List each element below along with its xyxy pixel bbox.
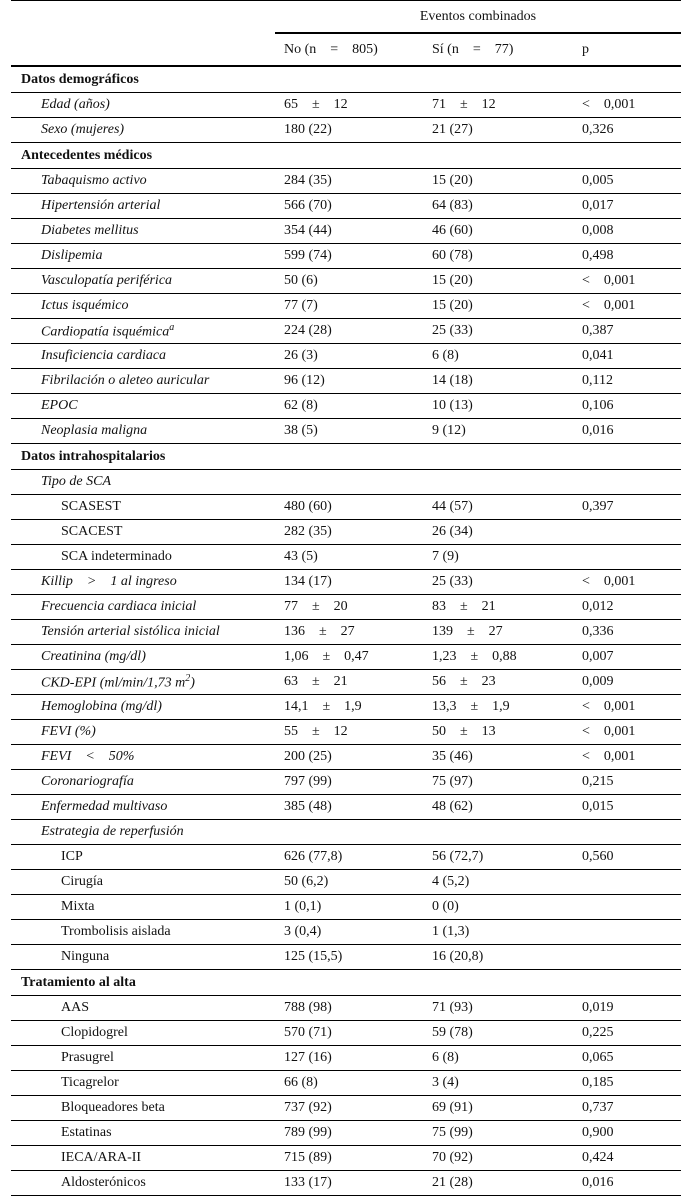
section-blank-cell	[423, 143, 573, 169]
table-row	[11, 795, 681, 820]
row-label	[11, 745, 275, 770]
section-blank-cell	[423, 970, 573, 996]
section-title: Datos intrahospitalarios	[11, 444, 275, 470]
value-si: 75 (97)	[423, 770, 573, 795]
value-si: 6 (8)	[423, 344, 573, 369]
value-si: 69 (91)	[423, 1096, 573, 1121]
row-label-text: Hemoglobina (mg/dl)	[41, 699, 162, 714]
value-no: 50 (6,2)	[275, 870, 423, 895]
section-blank-cell	[573, 444, 681, 470]
value-no: 125 (15,5)	[275, 945, 423, 970]
value-p	[573, 920, 681, 945]
value-p: 0,112	[573, 369, 681, 394]
row-label-text: Insuficiencia cardiaca	[41, 348, 167, 363]
value-si: 56 ± 23	[423, 670, 573, 695]
header-col-no: No (n = 805)	[275, 33, 423, 66]
row-label-text: Neoplasia maligna	[41, 423, 148, 438]
row-label	[11, 770, 275, 795]
header-columns-row	[11, 33, 681, 66]
value-si	[423, 470, 573, 495]
value-p: 0,326	[573, 118, 681, 143]
row-label-text: Cardiopatía isquémica	[41, 324, 170, 340]
value-no: 38 (5)	[275, 419, 423, 444]
row-label-superscript: a	[169, 321, 175, 333]
table-row	[11, 419, 681, 444]
row-label-text: Coronariografía	[41, 774, 134, 789]
section-blank-cell	[275, 444, 423, 470]
section-header-row	[11, 444, 681, 470]
table-row	[11, 670, 681, 695]
header-blank-cell	[11, 1, 275, 34]
value-no: 136 ± 27	[275, 620, 423, 645]
table-row	[11, 945, 681, 970]
row-label	[11, 1121, 275, 1146]
row-label-text: Ictus isquémico	[41, 298, 129, 313]
value-si: 35 (46)	[423, 745, 573, 770]
section-header-row	[11, 970, 681, 996]
value-si: 25 (33)	[423, 319, 573, 344]
row-label-text: Trombolisis aislada	[61, 924, 171, 939]
table-row	[11, 169, 681, 194]
row-label	[11, 1096, 275, 1121]
table-row	[11, 344, 681, 369]
value-p: 0,019	[573, 996, 681, 1021]
value-si: 59 (78)	[423, 1021, 573, 1046]
row-label	[11, 470, 275, 495]
value-p: 0,900	[573, 1121, 681, 1146]
row-label	[11, 344, 275, 369]
value-si: 50 ± 13	[423, 720, 573, 745]
value-si: 15 (20)	[423, 169, 573, 194]
table-row	[11, 520, 681, 545]
value-si: 26 (34)	[423, 520, 573, 545]
table-row	[11, 545, 681, 570]
value-si: 21 (27)	[423, 118, 573, 143]
value-p: 0,560	[573, 845, 681, 870]
value-si: 1,23 ± 0,88	[423, 645, 573, 670]
row-label-text: Vasculopatía periférica	[41, 273, 173, 288]
table-row	[11, 570, 681, 595]
value-p: < 0,001	[573, 294, 681, 319]
value-no: 737 (92)	[275, 1096, 423, 1121]
value-p: 0,336	[573, 620, 681, 645]
value-no: 480 (60)	[275, 495, 423, 520]
row-label-text: AAS	[61, 1000, 90, 1015]
value-p: 0,215	[573, 770, 681, 795]
value-no: 55 ± 12	[275, 720, 423, 745]
value-no: 354 (44)	[275, 219, 423, 244]
row-label-text: EPOC	[41, 398, 78, 413]
table-row	[11, 620, 681, 645]
table-row	[11, 1146, 681, 1171]
value-no: 224 (28)	[275, 319, 423, 344]
row-label-text: IECA/ARA-II	[61, 1150, 142, 1165]
value-p: 0,015	[573, 795, 681, 820]
value-si: 10 (13)	[423, 394, 573, 419]
value-si: 71 ± 12	[423, 93, 573, 118]
row-label	[11, 1046, 275, 1071]
row-label-text: Mixta	[61, 899, 95, 914]
value-p: 0,106	[573, 394, 681, 419]
value-no: 1 (0,1)	[275, 895, 423, 920]
table-row	[11, 996, 681, 1021]
value-si: 9 (12)	[423, 419, 573, 444]
table-row	[11, 920, 681, 945]
value-p	[573, 470, 681, 495]
table-row	[11, 595, 681, 620]
value-p: 0,185	[573, 1071, 681, 1096]
row-label	[11, 920, 275, 945]
value-no: 134 (17)	[275, 570, 423, 595]
value-p: 0,017	[573, 194, 681, 219]
table-row	[11, 870, 681, 895]
row-label	[11, 1146, 275, 1171]
header-col-si: Sí (n = 77)	[423, 33, 573, 66]
row-label	[11, 1071, 275, 1096]
row-label	[11, 93, 275, 118]
value-p: < 0,001	[573, 269, 681, 294]
value-no: 26 (3)	[275, 344, 423, 369]
table-row	[11, 695, 681, 720]
header-group-row	[11, 1, 681, 34]
header-group-label: Eventos combinados	[275, 1, 681, 34]
row-label-text: Tabaquismo activo	[41, 173, 147, 188]
row-label-text: Diabetes mellitus	[41, 223, 139, 238]
value-si: 6 (8)	[423, 1046, 573, 1071]
value-p: < 0,001	[573, 695, 681, 720]
value-no: 14,1 ± 1,9	[275, 695, 423, 720]
table-row	[11, 495, 681, 520]
section-blank-cell	[423, 444, 573, 470]
row-label	[11, 394, 275, 419]
row-label-text: Creatinina (mg/dl)	[41, 649, 146, 664]
table-row	[11, 470, 681, 495]
section-blank-cell	[275, 66, 423, 93]
row-label	[11, 169, 275, 194]
value-p	[573, 945, 681, 970]
value-no: 127 (16)	[275, 1046, 423, 1071]
results-table-container	[11, 0, 681, 1196]
value-p: 0,009	[573, 670, 681, 695]
value-no: 282 (35)	[275, 520, 423, 545]
value-p: 0,041	[573, 344, 681, 369]
value-si: 64 (83)	[423, 194, 573, 219]
row-label	[11, 820, 275, 845]
value-p: < 0,001	[573, 93, 681, 118]
table-row	[11, 820, 681, 845]
row-label-text: Tensión arterial sistólica inicial	[41, 624, 220, 639]
value-si: 21 (28)	[423, 1171, 573, 1196]
table-row	[11, 1121, 681, 1146]
value-p: 0,737	[573, 1096, 681, 1121]
section-blank-cell	[423, 66, 573, 93]
table-row	[11, 645, 681, 670]
value-p: 0,016	[573, 1171, 681, 1196]
value-no: 797 (99)	[275, 770, 423, 795]
value-no: 599 (74)	[275, 244, 423, 269]
value-no: 1,06 ± 0,47	[275, 645, 423, 670]
row-label-text: Aldosterónicos	[61, 1175, 146, 1190]
value-no: 180 (22)	[275, 118, 423, 143]
value-si: 1 (1,3)	[423, 920, 573, 945]
value-si: 71 (93)	[423, 996, 573, 1021]
row-label-text: Estatinas	[61, 1125, 112, 1140]
value-p	[573, 870, 681, 895]
value-no: 385 (48)	[275, 795, 423, 820]
value-si: 44 (57)	[423, 495, 573, 520]
header-label-cell	[11, 33, 275, 66]
row-label-text: Frecuencia cardiaca inicial	[41, 599, 197, 614]
table-row	[11, 845, 681, 870]
row-label-text: Ninguna	[61, 949, 110, 964]
value-si: 25 (33)	[423, 570, 573, 595]
value-no: 789 (99)	[275, 1121, 423, 1146]
table-row	[11, 244, 681, 269]
row-label	[11, 545, 275, 570]
row-label	[11, 294, 275, 319]
row-label-text: FEVI < 50%	[41, 749, 135, 764]
row-label	[11, 1171, 275, 1196]
table-row	[11, 1171, 681, 1196]
row-label-text: Sexo (mujeres)	[41, 122, 125, 137]
value-p: < 0,001	[573, 745, 681, 770]
section-title: Tratamiento al alta	[11, 970, 275, 996]
table-row	[11, 294, 681, 319]
row-label	[11, 720, 275, 745]
row-label	[11, 495, 275, 520]
value-p: 0,397	[573, 495, 681, 520]
value-no: 63 ± 21	[275, 670, 423, 695]
value-p: 0,065	[573, 1046, 681, 1071]
value-si: 60 (78)	[423, 244, 573, 269]
row-label-text: Bloqueadores beta	[61, 1100, 165, 1115]
row-label-text: SCA indeterminado	[61, 549, 172, 564]
table-row	[11, 1096, 681, 1121]
row-label	[11, 845, 275, 870]
value-si: 4 (5,2)	[423, 870, 573, 895]
row-label	[11, 219, 275, 244]
value-no: 3 (0,4)	[275, 920, 423, 945]
table-row	[11, 118, 681, 143]
section-title: Antecedentes médicos	[11, 143, 275, 169]
row-label-text: SCACEST	[61, 524, 123, 539]
row-label-text: Fibrilación o aleteo auricular	[41, 373, 210, 388]
row-label	[11, 118, 275, 143]
table-row	[11, 269, 681, 294]
row-label-text: Estrategia de reperfusión	[41, 824, 184, 839]
row-label	[11, 419, 275, 444]
table-row	[11, 93, 681, 118]
value-p	[573, 545, 681, 570]
section-header-row	[11, 66, 681, 93]
value-si: 15 (20)	[423, 269, 573, 294]
table-row	[11, 745, 681, 770]
row-label	[11, 945, 275, 970]
value-no: 77 ± 20	[275, 595, 423, 620]
row-label-text: SCASEST	[61, 499, 121, 514]
row-label-text: Dislipemia	[41, 248, 103, 263]
value-no: 715 (89)	[275, 1146, 423, 1171]
row-label	[11, 244, 275, 269]
value-p: 0,016	[573, 419, 681, 444]
value-p	[573, 520, 681, 545]
value-no	[275, 470, 423, 495]
row-label-text: Edad (años)	[41, 97, 110, 112]
section-header-row	[11, 143, 681, 169]
value-si	[423, 820, 573, 845]
table-body	[11, 66, 681, 1196]
header-col-p: p	[573, 33, 681, 66]
value-si: 3 (4)	[423, 1071, 573, 1096]
value-si: 16 (20,8)	[423, 945, 573, 970]
table-row	[11, 895, 681, 920]
row-label	[11, 595, 275, 620]
row-label	[11, 996, 275, 1021]
value-si: 83 ± 21	[423, 595, 573, 620]
value-p: 0,225	[573, 1021, 681, 1046]
value-no: 62 (8)	[275, 394, 423, 419]
value-p: < 0,001	[573, 570, 681, 595]
section-blank-cell	[275, 970, 423, 996]
row-label-text: Tipo de SCA	[41, 474, 112, 489]
row-label	[11, 269, 275, 294]
row-label-text: Cirugía	[61, 874, 103, 889]
value-si: 15 (20)	[423, 294, 573, 319]
section-blank-cell	[573, 143, 681, 169]
value-no: 65 ± 12	[275, 93, 423, 118]
table-row	[11, 369, 681, 394]
row-label-text: Hipertensión arterial	[41, 198, 161, 213]
value-p: 0,498	[573, 244, 681, 269]
value-p: < 0,001	[573, 720, 681, 745]
table-row	[11, 720, 681, 745]
value-si: 139 ± 27	[423, 620, 573, 645]
section-blank-cell	[573, 970, 681, 996]
table-row	[11, 770, 681, 795]
value-p: 0,387	[573, 319, 681, 344]
value-no: 133 (17)	[275, 1171, 423, 1196]
row-label	[11, 620, 275, 645]
row-label	[11, 520, 275, 545]
row-label	[11, 895, 275, 920]
value-p	[573, 820, 681, 845]
row-label	[11, 194, 275, 219]
value-p: 0,012	[573, 595, 681, 620]
value-si: 48 (62)	[423, 795, 573, 820]
value-no: 570 (71)	[275, 1021, 423, 1046]
row-label-text: Enfermedad multivaso	[41, 799, 168, 814]
value-p: 0,424	[573, 1146, 681, 1171]
value-no: 77 (7)	[275, 294, 423, 319]
row-label	[11, 319, 275, 344]
row-label	[11, 795, 275, 820]
row-label-superscript: 2	[185, 672, 191, 684]
section-blank-cell	[573, 66, 681, 93]
row-label-text: Prasugrel	[61, 1050, 114, 1065]
table-row	[11, 319, 681, 344]
row-label-suffix: )	[190, 675, 195, 691]
table-row	[11, 1071, 681, 1096]
value-si: 7 (9)	[423, 545, 573, 570]
row-label-text: ICP	[61, 849, 83, 864]
value-no: 566 (70)	[275, 194, 423, 219]
row-label	[11, 369, 275, 394]
value-no	[275, 820, 423, 845]
row-label	[11, 1021, 275, 1046]
row-label	[11, 670, 275, 695]
value-si: 13,3 ± 1,9	[423, 695, 573, 720]
row-label-text: Clopidogrel	[61, 1025, 128, 1040]
value-p: 0,005	[573, 169, 681, 194]
table-row	[11, 219, 681, 244]
combined-events-table	[11, 0, 681, 1196]
section-blank-cell	[275, 143, 423, 169]
value-no: 96 (12)	[275, 369, 423, 394]
value-p: 0,007	[573, 645, 681, 670]
value-no: 284 (35)	[275, 169, 423, 194]
value-p: 0,008	[573, 219, 681, 244]
value-no: 66 (8)	[275, 1071, 423, 1096]
table-row	[11, 1021, 681, 1046]
value-si: 0 (0)	[423, 895, 573, 920]
row-label	[11, 870, 275, 895]
value-si: 14 (18)	[423, 369, 573, 394]
value-no: 200 (25)	[275, 745, 423, 770]
value-si: 70 (92)	[423, 1146, 573, 1171]
table-row	[11, 1046, 681, 1071]
row-label	[11, 695, 275, 720]
row-label-text: CKD-EPI (ml/min/1,73 m	[41, 675, 186, 691]
value-si: 46 (60)	[423, 219, 573, 244]
value-no: 626 (77,8)	[275, 845, 423, 870]
row-label-text: Ticagrelor	[61, 1075, 119, 1090]
row-label	[11, 570, 275, 595]
value-no: 788 (98)	[275, 996, 423, 1021]
table-row	[11, 394, 681, 419]
section-title: Datos demográficos	[11, 66, 275, 93]
value-no: 50 (6)	[275, 269, 423, 294]
table-row	[11, 194, 681, 219]
value-p	[573, 895, 681, 920]
row-label	[11, 645, 275, 670]
value-si: 56 (72,7)	[423, 845, 573, 870]
row-label-text: FEVI (%)	[41, 724, 96, 739]
value-no: 43 (5)	[275, 545, 423, 570]
value-si: 75 (99)	[423, 1121, 573, 1146]
row-label-text: Killip > 1 al ingreso	[41, 574, 177, 589]
